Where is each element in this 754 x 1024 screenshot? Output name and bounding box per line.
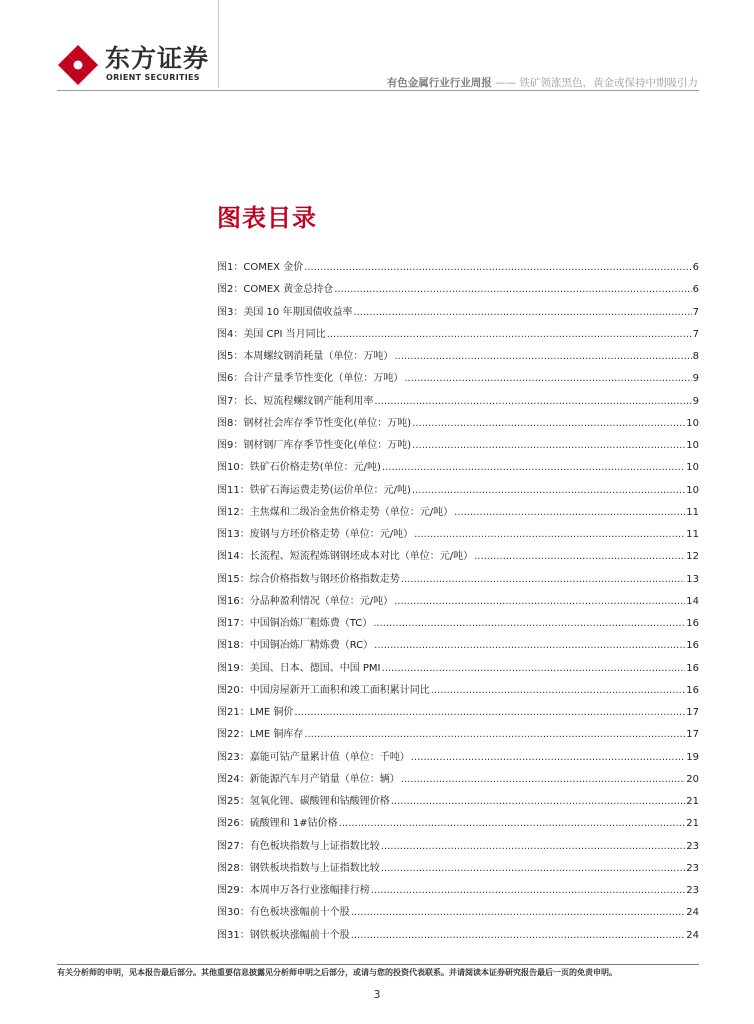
report-header	[387, 75, 698, 90]
orient-logo-icon	[57, 44, 99, 86]
footer-divider	[57, 964, 699, 965]
company-logo	[57, 44, 217, 88]
toc-entry[interactable]	[217, 347, 699, 369]
toc-dot-leader	[353, 307, 691, 318]
toc-dot-leader	[394, 596, 685, 607]
toc-entry-label: 图18：中国铜冶炼厂精炼费（RC）	[217, 640, 374, 652]
report-type: 有色金属行业行业周报	[386, 77, 492, 89]
toc-entry[interactable]	[217, 481, 699, 503]
toc-entry-label: 图27：有色板块指数与上证指数比较	[217, 840, 380, 852]
toc-entry-label: 图20：中国房屋新开工面积和竣工面积累计同比	[217, 684, 430, 696]
toc-entry-label: 图3：美国 10 年期国债收益率	[217, 306, 353, 318]
toc-entry-page: 10	[686, 462, 699, 474]
report-subtitle: —— 铁矿领涨黑色，黄金或保持中期吸引力	[495, 77, 698, 89]
toc-entry-page: 13	[686, 573, 699, 585]
toc-entry-label: 图7：长、短流程螺纹钢产能利用率	[217, 395, 374, 407]
toc-entry[interactable]	[217, 748, 699, 770]
toc-dot-leader	[334, 284, 691, 295]
toc-entry-label: 图19：美国、日本、德国、中国 PMI	[217, 662, 381, 674]
toc-dot-leader	[371, 885, 686, 896]
toc-entry-page: 10	[686, 417, 699, 429]
toc-entry-page: 23	[686, 885, 699, 896]
toc-entry-label: 图24：新能源汽车月产销量（单位：辆）	[217, 773, 400, 785]
toc-entry-page: 16	[686, 662, 699, 674]
toc-entry-label: 图15：综合价格指数与钢坯价格指数走势	[217, 573, 400, 585]
toc-entry[interactable]	[217, 392, 699, 414]
toc-entry[interactable]	[217, 280, 699, 302]
toc-dot-leader	[401, 574, 686, 585]
page-title: 图表目录	[217, 204, 317, 232]
toc-entry-label: 图11：铁矿石海运费走势(运价单位：元/吨)	[217, 484, 411, 496]
toc-entry[interactable]	[217, 636, 699, 658]
toc-entry[interactable]	[217, 303, 699, 325]
toc-entry[interactable]	[217, 903, 699, 925]
toc-entry[interactable]	[217, 792, 699, 814]
toc-entry-label: 图9：钢材钢厂库存季节性变化(单位：万吨)	[217, 440, 412, 451]
toc-entry-page: 21	[686, 796, 699, 807]
toc-entry-label: 图17：中国铜冶炼厂粗炼费（TC）	[217, 618, 373, 629]
toc-dot-leader	[374, 640, 685, 651]
toc-entry-label: 图12：主焦煤和二级冶金焦价格走势（单位：元/吨）	[217, 506, 454, 518]
toc-entry[interactable]	[217, 369, 699, 391]
toc-entry[interactable]	[217, 325, 699, 347]
toc-entry[interactable]	[217, 814, 699, 836]
footer-disclaimer: 有关分析师的申明，见本报告最后部分。其他重要信息披露见分析师申明之后部分，或请与您的投资代表联系。并请阅读本证券研究报告最后一页的免责申明。	[57, 968, 617, 977]
toc-entry-label: 图22：LME 铜库存	[217, 729, 304, 741]
toc-entry-page: 20	[686, 773, 699, 785]
toc-dot-leader	[351, 930, 686, 941]
toc-entry-page: 16	[686, 640, 699, 652]
toc-dot-leader	[373, 618, 685, 629]
header-vertical-line	[218, 0, 219, 88]
toc-entry[interactable]	[217, 703, 699, 725]
toc-entry-label: 图28：钢铁板块指数与上证指数比较	[217, 862, 380, 874]
toc-dot-leader	[327, 329, 692, 340]
toc-entry[interactable]	[217, 525, 699, 547]
toc-entry[interactable]	[217, 436, 699, 458]
toc-entry-label: 图10：铁矿石价格走势(单位：元/吨)	[217, 462, 381, 474]
toc-entry-page: 24	[686, 907, 699, 919]
toc-dot-leader	[454, 507, 685, 518]
toc-entry[interactable]	[217, 881, 699, 903]
toc-entry-page: 23	[686, 862, 699, 874]
toc-entry-label: 图31：钢铁板块涨幅前十个股	[217, 929, 350, 941]
toc-dot-leader	[414, 529, 685, 540]
toc-dot-leader	[401, 774, 686, 785]
toc-entry-label: 图4：美国 CPI 当月同比	[217, 328, 326, 340]
toc-entry[interactable]	[217, 770, 699, 792]
table-of-figures	[217, 258, 699, 948]
toc-entry[interactable]	[217, 458, 699, 480]
toc-entry-page: 7	[692, 328, 699, 340]
toc-dot-leader	[294, 707, 685, 718]
logo-chinese-name: 东方证券	[105, 44, 210, 73]
toc-dot-leader	[304, 262, 691, 273]
toc-entry-page: 24	[686, 929, 699, 941]
toc-dot-leader	[339, 818, 686, 829]
toc-entry-page: 9	[692, 373, 699, 385]
toc-entry-page: 14	[686, 595, 699, 607]
toc-entry-label: 图29：本周申万各行业涨幅排行榜	[217, 885, 370, 896]
toc-dot-leader	[412, 418, 685, 429]
toc-entry[interactable]	[217, 725, 699, 747]
toc-dot-leader	[382, 663, 686, 674]
toc-entry[interactable]	[217, 681, 699, 703]
toc-entry[interactable]	[217, 926, 699, 948]
toc-entry-page: 7	[692, 306, 699, 318]
toc-entry[interactable]	[217, 570, 699, 592]
toc-entry-label: 图6：合计产量季节性变化（单位：万吨）	[217, 373, 404, 385]
toc-dot-leader	[474, 551, 685, 562]
toc-entry-page: 16	[686, 618, 699, 629]
toc-entry-page: 23	[686, 840, 699, 852]
toc-entry-label: 图30：有色板块涨幅前十个股	[217, 907, 350, 919]
toc-dot-leader	[431, 685, 686, 696]
toc-entry-page: 9	[692, 395, 699, 407]
toc-entry-label: 图2：COMEX 黄金总持仓	[217, 284, 334, 296]
toc-entry-page: 6	[692, 284, 699, 296]
toc-entry-label: 图23：嘉能可钴产量累计值（单位：千吨）	[217, 751, 410, 763]
toc-entry-label: 图14：长流程、短流程炼钢钢坯成本对比（单位：元/吨）	[217, 551, 474, 563]
toc-entry-page: 6	[692, 262, 699, 273]
toc-entry[interactable]	[217, 859, 699, 881]
page-number: 3	[373, 988, 381, 1001]
toc-entry-label: 图1：COMEX 金价	[217, 262, 304, 273]
toc-entry-label: 图5：本周螺纹钢消耗量（单位：万吨）	[217, 351, 394, 362]
toc-dot-leader	[411, 752, 686, 763]
toc-entry[interactable]	[217, 614, 699, 636]
toc-entry-page: 17	[686, 707, 699, 718]
toc-dot-leader	[394, 351, 691, 362]
header-divider	[57, 90, 699, 91]
toc-entry-label: 图25：氢氧化锂、碳酸锂和钴酸锂价格	[217, 796, 390, 807]
toc-entry[interactable]	[217, 837, 699, 859]
toc-entry-page: 11	[686, 529, 699, 540]
toc-dot-leader	[381, 863, 686, 874]
toc-entry-page: 10	[686, 440, 699, 451]
toc-entry-label: 图16：分品种盈利情况（单位：元/吨）	[217, 595, 394, 607]
toc-entry-page: 19	[686, 751, 699, 763]
toc-entry[interactable]	[217, 659, 699, 681]
toc-entry[interactable]	[217, 592, 699, 614]
toc-entry-page: 16	[686, 684, 699, 696]
toc-entry-label: 图13：废钢与方坯价格走势（单位：元/吨）	[217, 529, 414, 540]
toc-dot-leader	[412, 440, 685, 451]
toc-dot-leader	[381, 841, 686, 852]
toc-entry[interactable]	[217, 258, 699, 280]
toc-entry-page: 17	[686, 729, 699, 741]
toc-entry-page: 11	[686, 506, 699, 518]
toc-dot-leader	[304, 729, 685, 740]
toc-dot-leader	[382, 462, 685, 473]
toc-entry-label: 图21：LME 铜价	[217, 707, 294, 718]
toc-entry-label: 图8：钢材社会库存季节性变化(单位：万吨)	[217, 417, 412, 429]
toc-dot-leader	[404, 373, 691, 384]
toc-entry[interactable]	[217, 503, 699, 525]
toc-entry-label: 图26：硫酸锂和 1#钴价格	[217, 818, 338, 830]
toc-entry-page: 12	[686, 551, 699, 563]
toc-dot-leader	[374, 396, 691, 407]
toc-dot-leader	[351, 907, 686, 918]
toc-dot-leader	[412, 485, 685, 496]
toc-entry[interactable]	[217, 547, 699, 569]
toc-entry-page: 10	[686, 484, 699, 496]
toc-dot-leader	[391, 796, 686, 807]
toc-entry-page: 21	[686, 818, 699, 830]
toc-entry-page: 8	[692, 351, 699, 362]
logo-english-name: ORIENT SECURITIES	[106, 73, 200, 82]
toc-entry[interactable]	[217, 414, 699, 436]
